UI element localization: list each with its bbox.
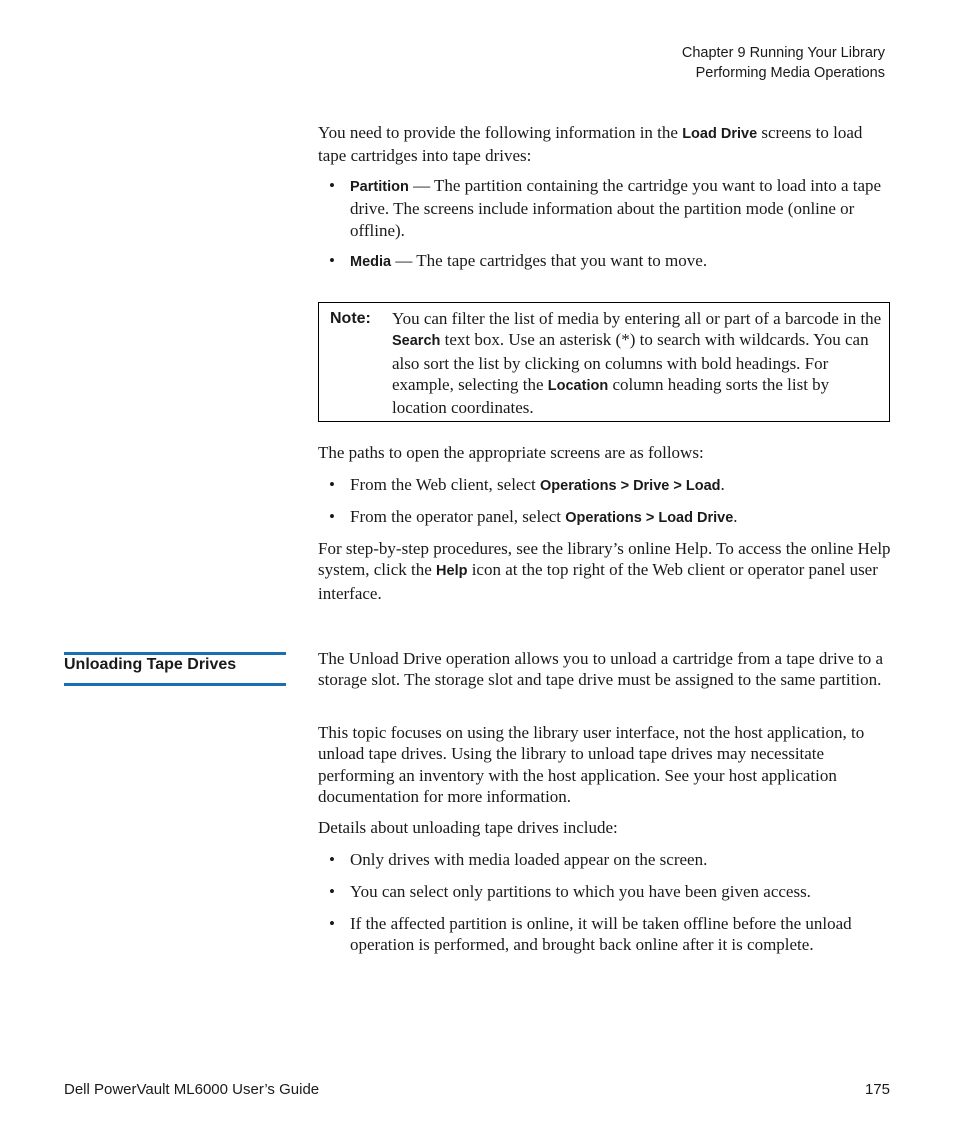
partition-term: Partition — [350, 179, 409, 195]
note-box — [318, 302, 890, 422]
list-item — [329, 175, 889, 241]
bullet-icon: • — [329, 176, 335, 195]
paths-intro: The paths to open the appropriate screens are as follows: — [318, 443, 704, 462]
location-ref: Location — [547, 377, 609, 394]
note-text: You can filter the list of media by entering all or part of a barcode in the Search text box. Use an asterisk (*) to search with wildcards. You can also sort the list by clicking on columns with bold headings. For example, selecting the Location column heading sorts the list by location coordinates. — [392, 309, 882, 418]
bullet-icon: • — [329, 507, 335, 526]
running-header — [682, 43, 885, 83]
load-drive-ref: Load Drive — [682, 126, 758, 142]
unload-paragraph-3: Details about unloading tape drives include: — [318, 818, 618, 837]
help-ref: Help — [436, 563, 468, 580]
list-item: • From the Web client, select Operations > Drive > Load. — [329, 475, 725, 494]
unload-paragraph-2: This topic focuses on using the library user interface, not the host application, to unload tape drives. Using the library to unload tape drives may necessitate performing an inventory with the host application. See your host application documentation for more information. — [318, 723, 865, 806]
bullet-icon: • — [329, 914, 335, 933]
list-item: • From the operator panel, select Operations > Load Drive. — [329, 507, 738, 526]
panel-path: Operations > Load Drive — [565, 510, 734, 526]
media-term: Media — [350, 254, 392, 270]
media-desc: — The tape cartridges that you want to move. — [391, 251, 708, 270]
section-heading: Unloading Tape Drives — [64, 656, 237, 673]
section-rule-top — [64, 652, 286, 655]
bullet-icon: • — [329, 251, 335, 270]
bullet-icon: • — [329, 850, 335, 869]
intro-text: You need to provide the following information in the — [318, 123, 683, 142]
unload-paragraph-1: The Unload Drive operation allows you to unload a cartridge from a tape drive to a storage slot. The storage slot and tape drive must be assigned to the same partition. — [318, 649, 884, 690]
list-item: • You can select only partitions to which you have been given access. — [329, 882, 811, 901]
list-item — [329, 250, 889, 273]
section-rule-bottom — [64, 683, 286, 686]
list-item: • If the affected partition is online, it will be taken offline before the unload operation is performed, and brought back online after it is complete. — [329, 914, 852, 955]
web-path: Operations > Drive > Load — [540, 478, 721, 494]
intro-paragraph — [318, 122, 893, 167]
section-title: Performing Media Operations — [695, 65, 885, 81]
note-label: Note: — [330, 310, 371, 327]
help-paragraph: For step-by-step procedures, see the library’s online Help. To access the online Help system, click the Help icon at the top right of the Web client or operator panel user interface. — [318, 539, 891, 603]
partition-desc: — The partition containing the cartridge you want to load into a tape drive. The screens include information about the partition mode (online or offline). — [350, 176, 882, 240]
bullet-icon: • — [329, 475, 335, 494]
list-item: • Only drives with media loaded appear on the screen. — [329, 850, 708, 869]
bullet-icon: • — [329, 882, 335, 901]
chapter-title: Chapter 9 Running Your Library — [681, 45, 885, 61]
intro-text-end: screens to load tape cartridges into tape drives: — [318, 123, 863, 166]
page-number: 175 — [864, 1081, 890, 1098]
footer-title: Dell PowerVault ML6000 User’s Guide — [64, 1081, 320, 1098]
search-ref: Search — [392, 333, 441, 350]
